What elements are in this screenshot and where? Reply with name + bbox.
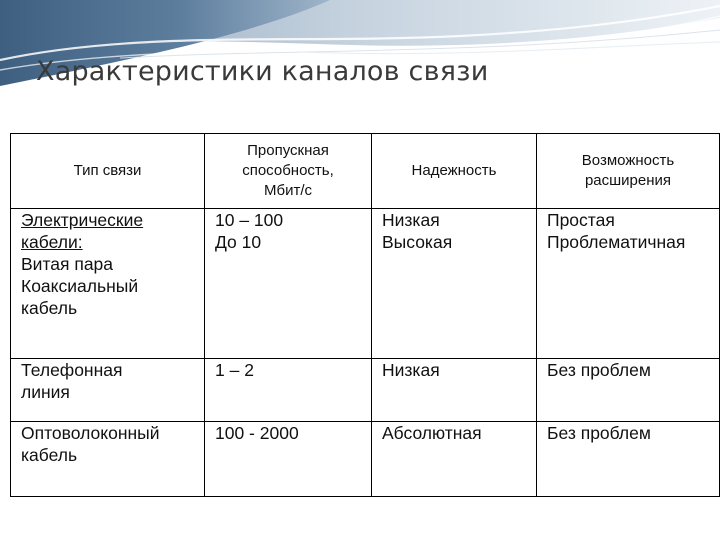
cell-expansion-value: Без проблем	[547, 423, 651, 443]
cell-reliability-value: Абсолютная	[382, 423, 482, 443]
channels-table	[10, 133, 720, 497]
table-row	[11, 422, 720, 497]
cell-reliability-line: Высокая	[382, 232, 453, 252]
table-row	[11, 359, 720, 422]
header-reliability	[372, 134, 537, 209]
cell-expansion-value: Без проблем	[547, 360, 651, 380]
cell-type-line: Коаксиальный	[21, 276, 139, 296]
cell-expansion-line: Простая	[547, 210, 615, 230]
header-bandwidth	[205, 134, 372, 209]
slide-title: Характеристики каналов связи	[36, 56, 489, 87]
cell-type-line: кабель	[21, 298, 78, 318]
cell-type-heading: Электрические	[21, 210, 144, 230]
table-row	[11, 209, 720, 359]
cell-bandwidth	[205, 422, 372, 497]
cell-reliability	[372, 209, 537, 359]
header-bandwidth-line: Мбит/с	[263, 182, 312, 199]
cell-bandwidth-value: 100 - 2000	[215, 423, 299, 443]
cell-type	[11, 422, 205, 497]
header-expansion-line: Возможность	[581, 152, 675, 169]
cell-type-heading: кабели:	[21, 232, 83, 252]
cell-expansion	[537, 422, 720, 497]
cell-bandwidth-line: До 10	[215, 232, 262, 252]
cell-type-line: Оптоволоконный	[21, 423, 160, 443]
cell-type	[11, 359, 205, 422]
cell-expansion	[537, 359, 720, 422]
cell-expansion	[537, 209, 720, 359]
header-type-label: Тип связи	[73, 162, 142, 179]
cell-type	[11, 209, 205, 359]
cell-reliability-value: Низкая	[382, 360, 440, 380]
header-type	[11, 134, 205, 209]
header-expansion	[537, 134, 720, 209]
header-expansion-line: расширения	[584, 172, 672, 189]
header-row	[11, 134, 720, 209]
cell-type-line: линия	[21, 382, 70, 402]
cell-expansion-line: Проблематичная	[547, 232, 686, 252]
cell-reliability	[372, 422, 537, 497]
cell-bandwidth-line: 10 – 100	[215, 210, 284, 230]
cell-bandwidth	[205, 359, 372, 422]
cell-type-line: кабель	[21, 445, 78, 465]
cell-reliability	[372, 359, 537, 422]
cell-bandwidth	[205, 209, 372, 359]
header-reliability-label: Надежность	[411, 162, 497, 179]
cell-type-line: Телефонная	[21, 360, 123, 380]
header-bandwidth-line: Пропускная	[247, 142, 329, 159]
cell-reliability-line: Низкая	[382, 210, 440, 230]
cell-bandwidth-value: 1 – 2	[215, 360, 254, 380]
cell-type-line: Витая пара	[21, 254, 114, 274]
header-bandwidth-line: способность,	[242, 162, 334, 179]
